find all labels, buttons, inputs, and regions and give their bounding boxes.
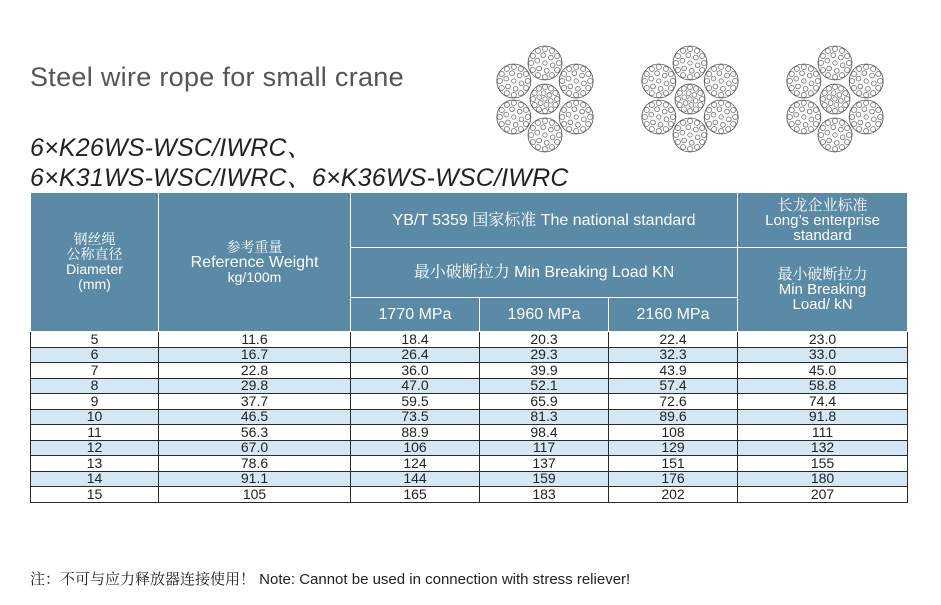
load-1960-cell: 39.9 [480,363,609,379]
table-row [31,347,908,363]
diameter-cell: 7 [31,363,159,379]
load-1960-cell: 117 [480,440,609,456]
load-1960-cell: 98.4 [480,425,609,441]
table-row [31,394,908,410]
diameter-cell: 11 [31,425,159,441]
weight-cell: 78.6 [159,456,351,472]
load-2160-cell: 43.9 [609,363,738,379]
table-row [31,487,908,503]
breaking-load-table [30,192,908,503]
enterprise-load-cell: 155 [738,456,908,472]
load-2160-cell: 22.4 [609,332,738,348]
diameter-cell: 13 [31,456,159,472]
weight-cell: 11.6 [159,332,351,348]
enterprise-load-cell: 74.4 [738,394,908,410]
weight-cell: 16.7 [159,347,351,363]
load-2160-cell: 72.6 [609,394,738,410]
enterprise-load-cell: 207 [738,487,908,503]
grade-2160-header: 2160 MPa [609,298,738,332]
grade-1770-header: 1770 MPa [351,298,480,332]
diameter-cell: 9 [31,394,159,410]
weight-cell: 22.8 [159,363,351,379]
table-row [31,378,908,394]
rope-spec-line-2: 6×K31WS-WSC/IWRC、6×K36WS-WSC/IWRC [30,164,569,192]
diameter-cell: 12 [31,440,159,456]
page-title: Steel wire rope for small crane [30,62,404,92]
weight-cell: 46.5 [159,409,351,425]
load-1770-cell: 47.0 [351,378,480,394]
rope-cross-section-icon [635,40,745,158]
load-1770-cell: 73.5 [351,409,480,425]
load-1960-cell: 137 [480,456,609,472]
min-breaking-load-header: 最小破断拉力 Min Breaking Load KN [351,248,738,298]
diameter-cell: 14 [31,471,159,487]
weight-cell: 37.7 [159,394,351,410]
table-row [31,409,908,425]
diameter-cell: 15 [31,487,159,503]
load-1770-cell: 165 [351,487,480,503]
load-1770-cell: 144 [351,471,480,487]
load-2160-cell: 32.3 [609,347,738,363]
load-2160-cell: 176 [609,471,738,487]
weight-cell: 91.1 [159,471,351,487]
table-row [31,425,908,441]
table-row [31,471,908,487]
enterprise-load-cell: 45.0 [738,363,908,379]
weight-cell: 56.3 [159,425,351,441]
rope-cross-section-icon [780,40,890,158]
diameter-header: 钢丝绳 公称直径 Diameter (mm) [31,193,159,332]
load-2160-cell: 129 [609,440,738,456]
grade-1960-header: 1960 MPa [480,298,609,332]
national-standard-header: YB/T 5359 国家标准 The national standard [351,193,738,248]
weight-header: 参考重量 Reference Weight kg/100m [159,193,351,332]
enterprise-load-cell: 132 [738,440,908,456]
weight-cell: 29.8 [159,378,351,394]
enterprise-load-cell: 33.0 [738,347,908,363]
load-2160-cell: 57.4 [609,378,738,394]
rope-spec-line-1: 6×K26WS-WSC/IWRC、 [30,134,312,162]
usage-note: 注：不可与应力释放器连接使用！ Note: Cannot be used in connection with stress reliever! [30,571,631,588]
load-2160-cell: 151 [609,456,738,472]
table-row [31,456,908,472]
diameter-cell: 5 [31,332,159,348]
load-1960-cell: 52.1 [480,378,609,394]
load-1960-cell: 81.3 [480,409,609,425]
load-1960-cell: 183 [480,487,609,503]
load-1960-cell: 20.3 [480,332,609,348]
enterprise-load-cell: 180 [738,471,908,487]
load-1770-cell: 59.5 [351,394,480,410]
enterprise-load-cell: 111 [738,425,908,441]
weight-cell: 105 [159,487,351,503]
enterprise-load-cell: 91.8 [738,409,908,425]
diameter-cell: 10 [31,409,159,425]
load-1770-cell: 36.0 [351,363,480,379]
load-2160-cell: 108 [609,425,738,441]
load-1960-cell: 29.3 [480,347,609,363]
enterprise-load-cell: 23.0 [738,332,908,348]
load-1770-cell: 26.4 [351,347,480,363]
enterprise-standard-header: 长龙企业标准 Long’s enterprise standard [738,193,908,248]
load-1770-cell: 18.4 [351,332,480,348]
load-2160-cell: 202 [609,487,738,503]
rope-illustrations [490,40,910,158]
diameter-cell: 8 [31,378,159,394]
load-1960-cell: 65.9 [480,394,609,410]
table-row [31,440,908,456]
load-1770-cell: 106 [351,440,480,456]
weight-cell: 67.0 [159,440,351,456]
load-1960-cell: 159 [480,471,609,487]
rope-cross-section-icon [490,40,600,158]
table-row [31,332,908,348]
diameter-cell: 6 [31,347,159,363]
load-2160-cell: 89.6 [609,409,738,425]
table-row [31,363,908,379]
load-1770-cell: 88.9 [351,425,480,441]
enterprise-load-header: 最小破断拉力 Min Breaking Load/ kN [738,248,908,332]
enterprise-load-cell: 58.8 [738,378,908,394]
load-1770-cell: 124 [351,456,480,472]
